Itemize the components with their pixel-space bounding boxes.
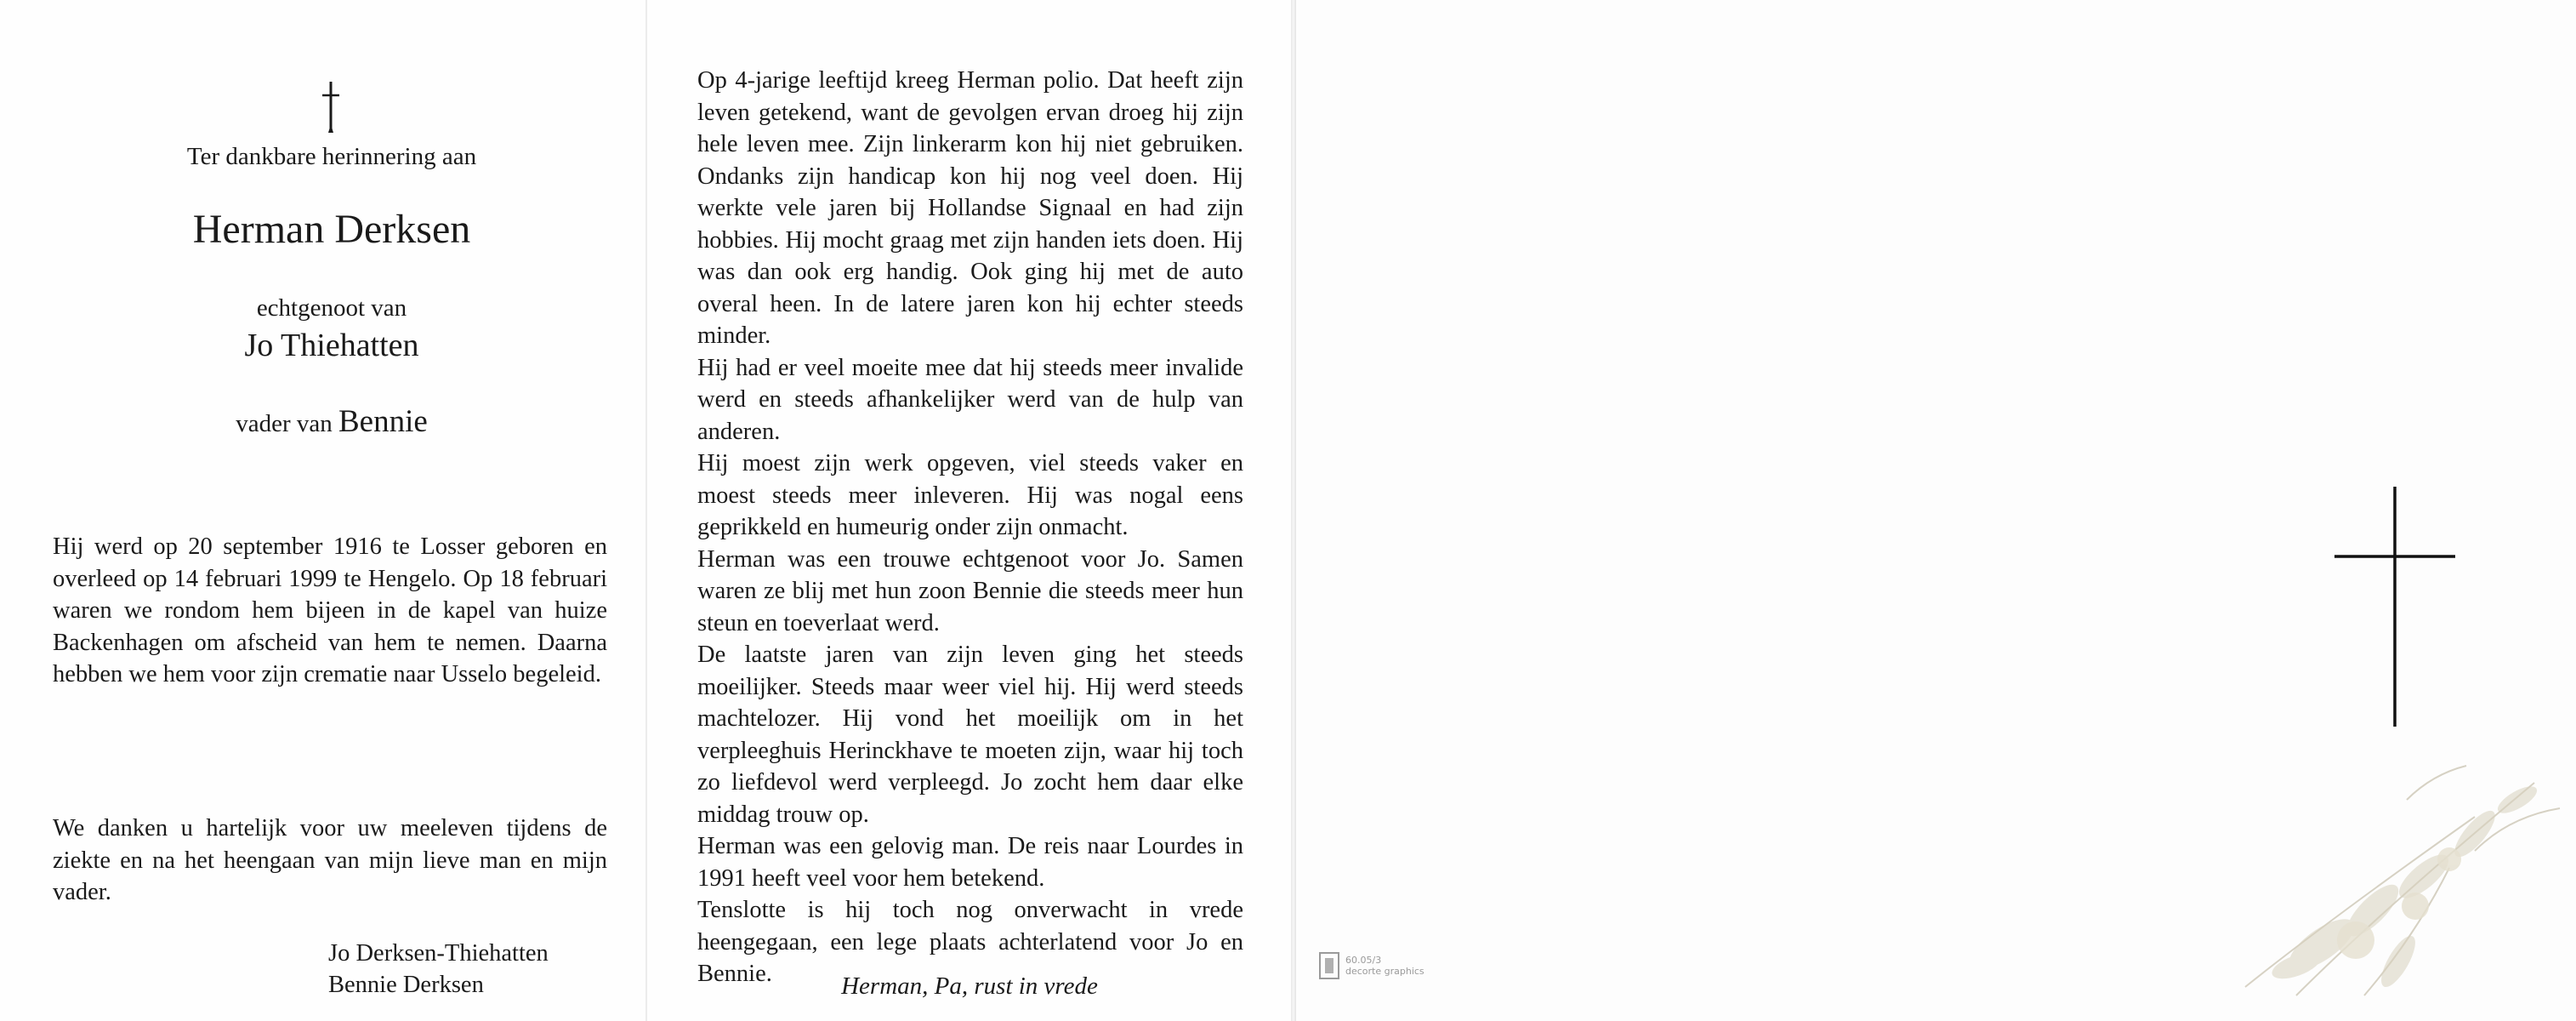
spouse-name: Jo Thiehatten [244,328,419,363]
small-cross-icon [321,80,340,134]
child-name: Bennie [338,404,428,439]
story-paragraph: Hij moest zijn werk opgeven, viel steeds vaker en moest steeds meer inleveren. Hij was nogal eens geprikkeld en humeurig onder zijn onmacht. [697,450,1243,540]
closing-line: Herman, Pa, rust in vrede [841,973,1098,1000]
dedication-line: Ter dankbare herinnering aan [186,143,477,170]
deceased-name: Herman Derksen [192,207,471,252]
signature-line: Jo Derksen-Thiehatten [328,940,549,967]
story-paragraph: Herman was een trouwe echtgenoot voor Jo. Samen waren ze blij met hun zoon Bennie die steeds meer hun steun en toeverlaat werd. [697,545,1243,636]
story-paragraph: Herman was een gelovig man. De reis naar Lourdes in 1991 heeft veel voor hem betekend. [697,833,1243,892]
print-code: 60.05/3 [1345,955,1382,966]
signature-line: Bennie Derksen [328,972,484,998]
large-cross-icon [2334,487,2455,727]
thanks-paragraph: We danken u hartelijk voor uw meeleven tijdens de ziekte en na het heengaan van mijn lieve man en mijn vader. [53,815,607,905]
father-line [0,403,663,440]
signatures [328,938,549,1001]
story-paragraph: Op 4-jarige leeftijd kreeg Herman polio. Dat heeft zijn leven getekend, want de gevolgen ervan droeg hij zijn hele leven mee. Zijn linkerarm kon hij niet gebruiken. Ondanks zijn handicap kon hij nog veel doen. Hij werkte vele jaren bij Hollandse Signaal en had zijn hobbies. Hij mocht graag met zijn handen iets doen. Hij was dan ook erg handig. Ook ging hij met de auto overal heen. In de latere jaren kon hij echter steeds minder. [697,67,1243,349]
biography-paragraph: Hij werd op 20 september 1916 te Losser geboren en overleed op 14 februari 1999 te Hengelo. Op 18 februari waren we rondom hem bijeen in de kapel van huize Backenhagen om afscheid van hem te nemen. Daarna hebben we hem voor zijn crematie naar Usselo begeleid. [53,533,607,687]
floral-decoration-icon [2194,749,2576,1004]
life-story [697,65,1243,990]
fold-line [1291,0,1296,1021]
print-brand: decorte graphics [1345,966,1424,977]
spouse-label: echtgenoot van [256,294,407,322]
story-paragraph: De laatste jaren van zijn leven ging het steeds moeilijker. Steeds maar weer viel hij. Hij werd steeds machtelozer. Hij vond het moeilijk om in het verpleeghuis Herinckhave te moeten zijn, waar hij toch zo liefdevol werd verpleegd. Jo zocht hem daar elke middag trouw op. [697,642,1243,828]
printer-mark [1318,951,1424,980]
story-paragraph: Tenslotte is hij toch nog onverwacht in vrede heengegaan, een lege plaats achterlatend voor Jo en Bennie. [697,897,1243,987]
story-paragraph: Hij had er veel moeite mee dat hij steeds meer invalide werd en steeds afhankelijker werd van de hulp van anderen. [697,354,1243,445]
father-label: vader van [236,410,333,437]
printer-logo-icon [1318,951,1340,980]
